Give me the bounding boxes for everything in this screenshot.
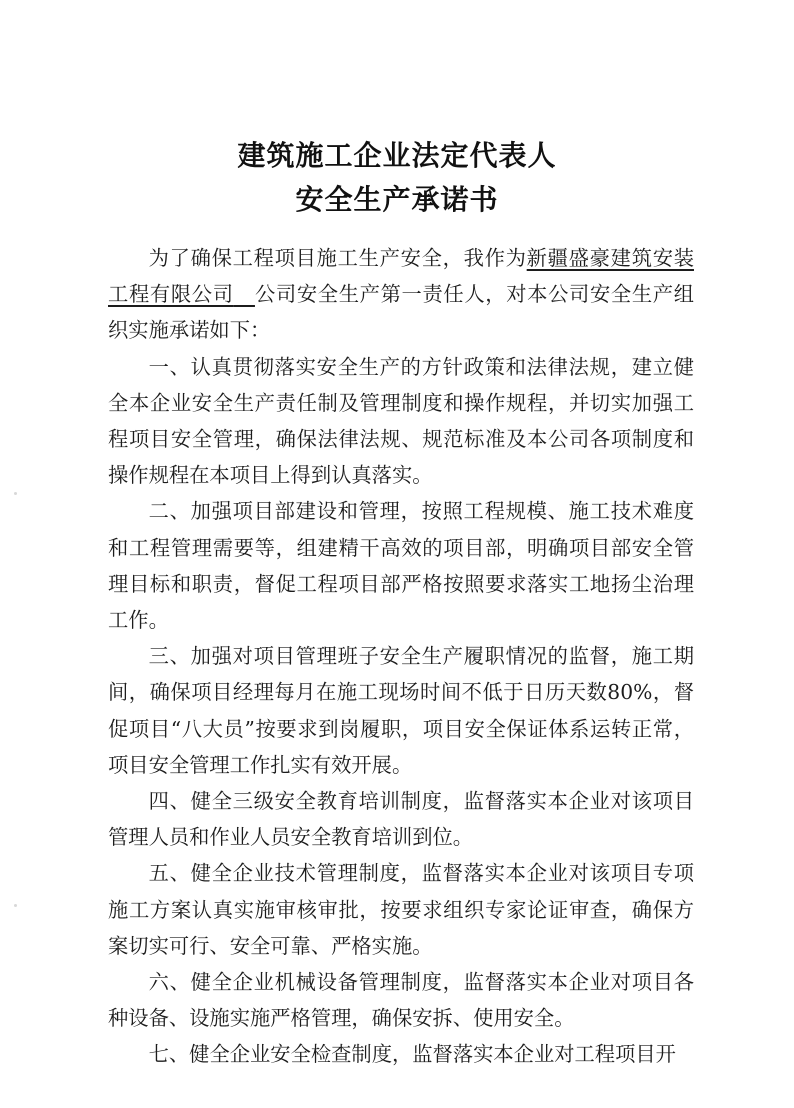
- scan-speck: [14, 904, 17, 907]
- document-title: [0, 134, 794, 222]
- intro-paragraph: [108, 240, 694, 349]
- company-name: 新疆盛豪建筑安装工程有限公司: [108, 246, 694, 307]
- document-body: [108, 240, 694, 1073]
- company-name-blank: [234, 282, 255, 306]
- intro-text-after: 公司安全生产第一责任人，对本公司安全生产组织实施承诺如下：: [108, 282, 694, 343]
- commitment-item-7: 七、健全企业安全检查制度，监督落实本企业对工程项目开: [148, 1042, 676, 1067]
- commitment-item-5: 五、健全企业技术管理制度，监督落实本企业对该项目专项施工方案认真实施审核审批，按要求组织专家论证审查，确保方案切实可行、安全可靠、严格实施。: [108, 861, 694, 958]
- commitment-item-6: 六、健全企业机械设备管理制度，监督落实本企业对项目各种设备、设施实施严格管理，确保安拆、使用安全。: [108, 970, 694, 1031]
- commitment-item-2: 二、加强项目部建设和管理，按照工程规模、施工技术难度和工程管理需要等，组建精干高效的项目部，明确项目部安全管理目标和职责，督促工程项目部严格按照要求落实工地扬尘治理工作。: [108, 499, 694, 633]
- intro-text-before: 为了确保工程项目施工生产安全，我作为: [148, 246, 527, 270]
- commitment-item-1: 一、认真贯彻落实安全生产的方针政策和法律法规，建立健全本企业安全生产责任制及管理制度和操作规程，并切实加强工程项目安全管理，确保法律法规、规范标准及本公司各项制度和操作规程在本项目上得到认真落实。: [108, 354, 694, 488]
- commitment-item-3: 三、加强对项目管理班子安全生产履职情况的监督，施工期间，确保项目经理每月在施工现场时间不低于日历天数80%，督促项目“八大员”按要求到岗履职，项目安全保证体系运转正常，项目安全管理工作扎实有效开展。: [108, 644, 694, 777]
- scan-speck: [14, 492, 17, 495]
- commitment-item-4: 四、健全三级安全教育培训制度，监督落实本企业对该项目管理人员和作业人员安全教育培训到位。: [108, 789, 694, 850]
- title-line-1: 建筑施工企业法定代表人: [237, 139, 557, 172]
- title-line-2: 安全生产承诺书: [295, 183, 499, 216]
